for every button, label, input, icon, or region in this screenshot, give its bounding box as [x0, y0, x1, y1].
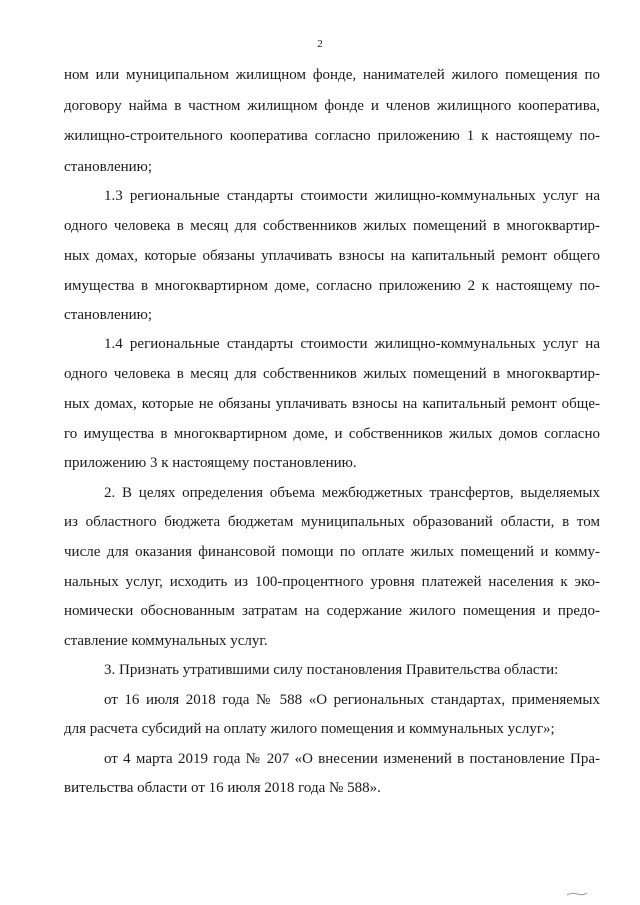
text-line: 1.4 региональные стандарты стоимости жилищно-коммунальных услуг на — [104, 336, 600, 352]
text-line: одного человека в месяц для собственников жилых помещений в многоквартир- — [64, 218, 600, 234]
text-line: го имущества в многоквартирном доме, и собственников жилых домов согласно — [64, 426, 600, 442]
text-line: из областного бюджета бюджетам муниципальных образований области, в том — [64, 514, 600, 530]
text-line: договору найма в частном жилищном фонде и членов жилищного кооператива, — [64, 98, 600, 114]
text-line: становлению; — [64, 307, 153, 323]
text-line: ных домах, которые не обязаны уплачивать взносы на капитальный ремонт обще- — [64, 396, 600, 412]
text-line: от 4 марта 2019 года № 207 «О внесении изменений в постановление Пра- — [104, 751, 600, 767]
text-line: числе для оказания финансовой помощи по оплате жилых помещений и комму- — [64, 544, 600, 560]
text-line: от 16 июля 2018 года № 588 «О региональных стандартах, применяемых — [104, 692, 600, 708]
text-line: 3. Признать утратившими силу постановления Правительства области: — [104, 662, 559, 678]
text-line: одного человека в месяц для собственников жилых помещений в многоквартир- — [64, 366, 600, 382]
text-line: становлению; — [64, 159, 153, 175]
text-line: 1.3 региональные стандарты стоимости жилищно-коммунальных услуг на — [104, 188, 600, 204]
text-line: жилищно-строительного кооператива согласно приложению 1 к настоящему по- — [64, 128, 600, 144]
page-number: 2 — [317, 38, 323, 50]
text-line: приложению 3 к настоящему постановлению. — [64, 455, 357, 471]
text-line: ном или муниципальном жилищном фонде, нанимателей жилого помещения по — [64, 67, 600, 83]
text-line: номически обоснованным затратам на содержание жилого помещения и предо- — [64, 603, 600, 619]
text-line: для расчета субсидий на оплату жилого помещения и коммунальных услуг»; — [64, 721, 555, 737]
text-line: нальных услуг, исходить из 100-процентного уровня платежей населения к эко- — [64, 574, 600, 590]
text-line: ных домах, которые обязаны уплачивать взносы на капитальный ремонт общего — [64, 248, 600, 264]
text-line: вительства области от 16 июля 2018 года № 588». — [64, 780, 381, 796]
text-line: 2. В целях определения объема межбюджетных трансфертов, выделяемых — [104, 485, 600, 501]
scan-mark — [566, 891, 588, 897]
text-line: ставление коммунальных услуг. — [64, 633, 268, 649]
text-line: имущества в многоквартирном доме, согласно приложению 2 к настоящему по- — [64, 278, 600, 294]
